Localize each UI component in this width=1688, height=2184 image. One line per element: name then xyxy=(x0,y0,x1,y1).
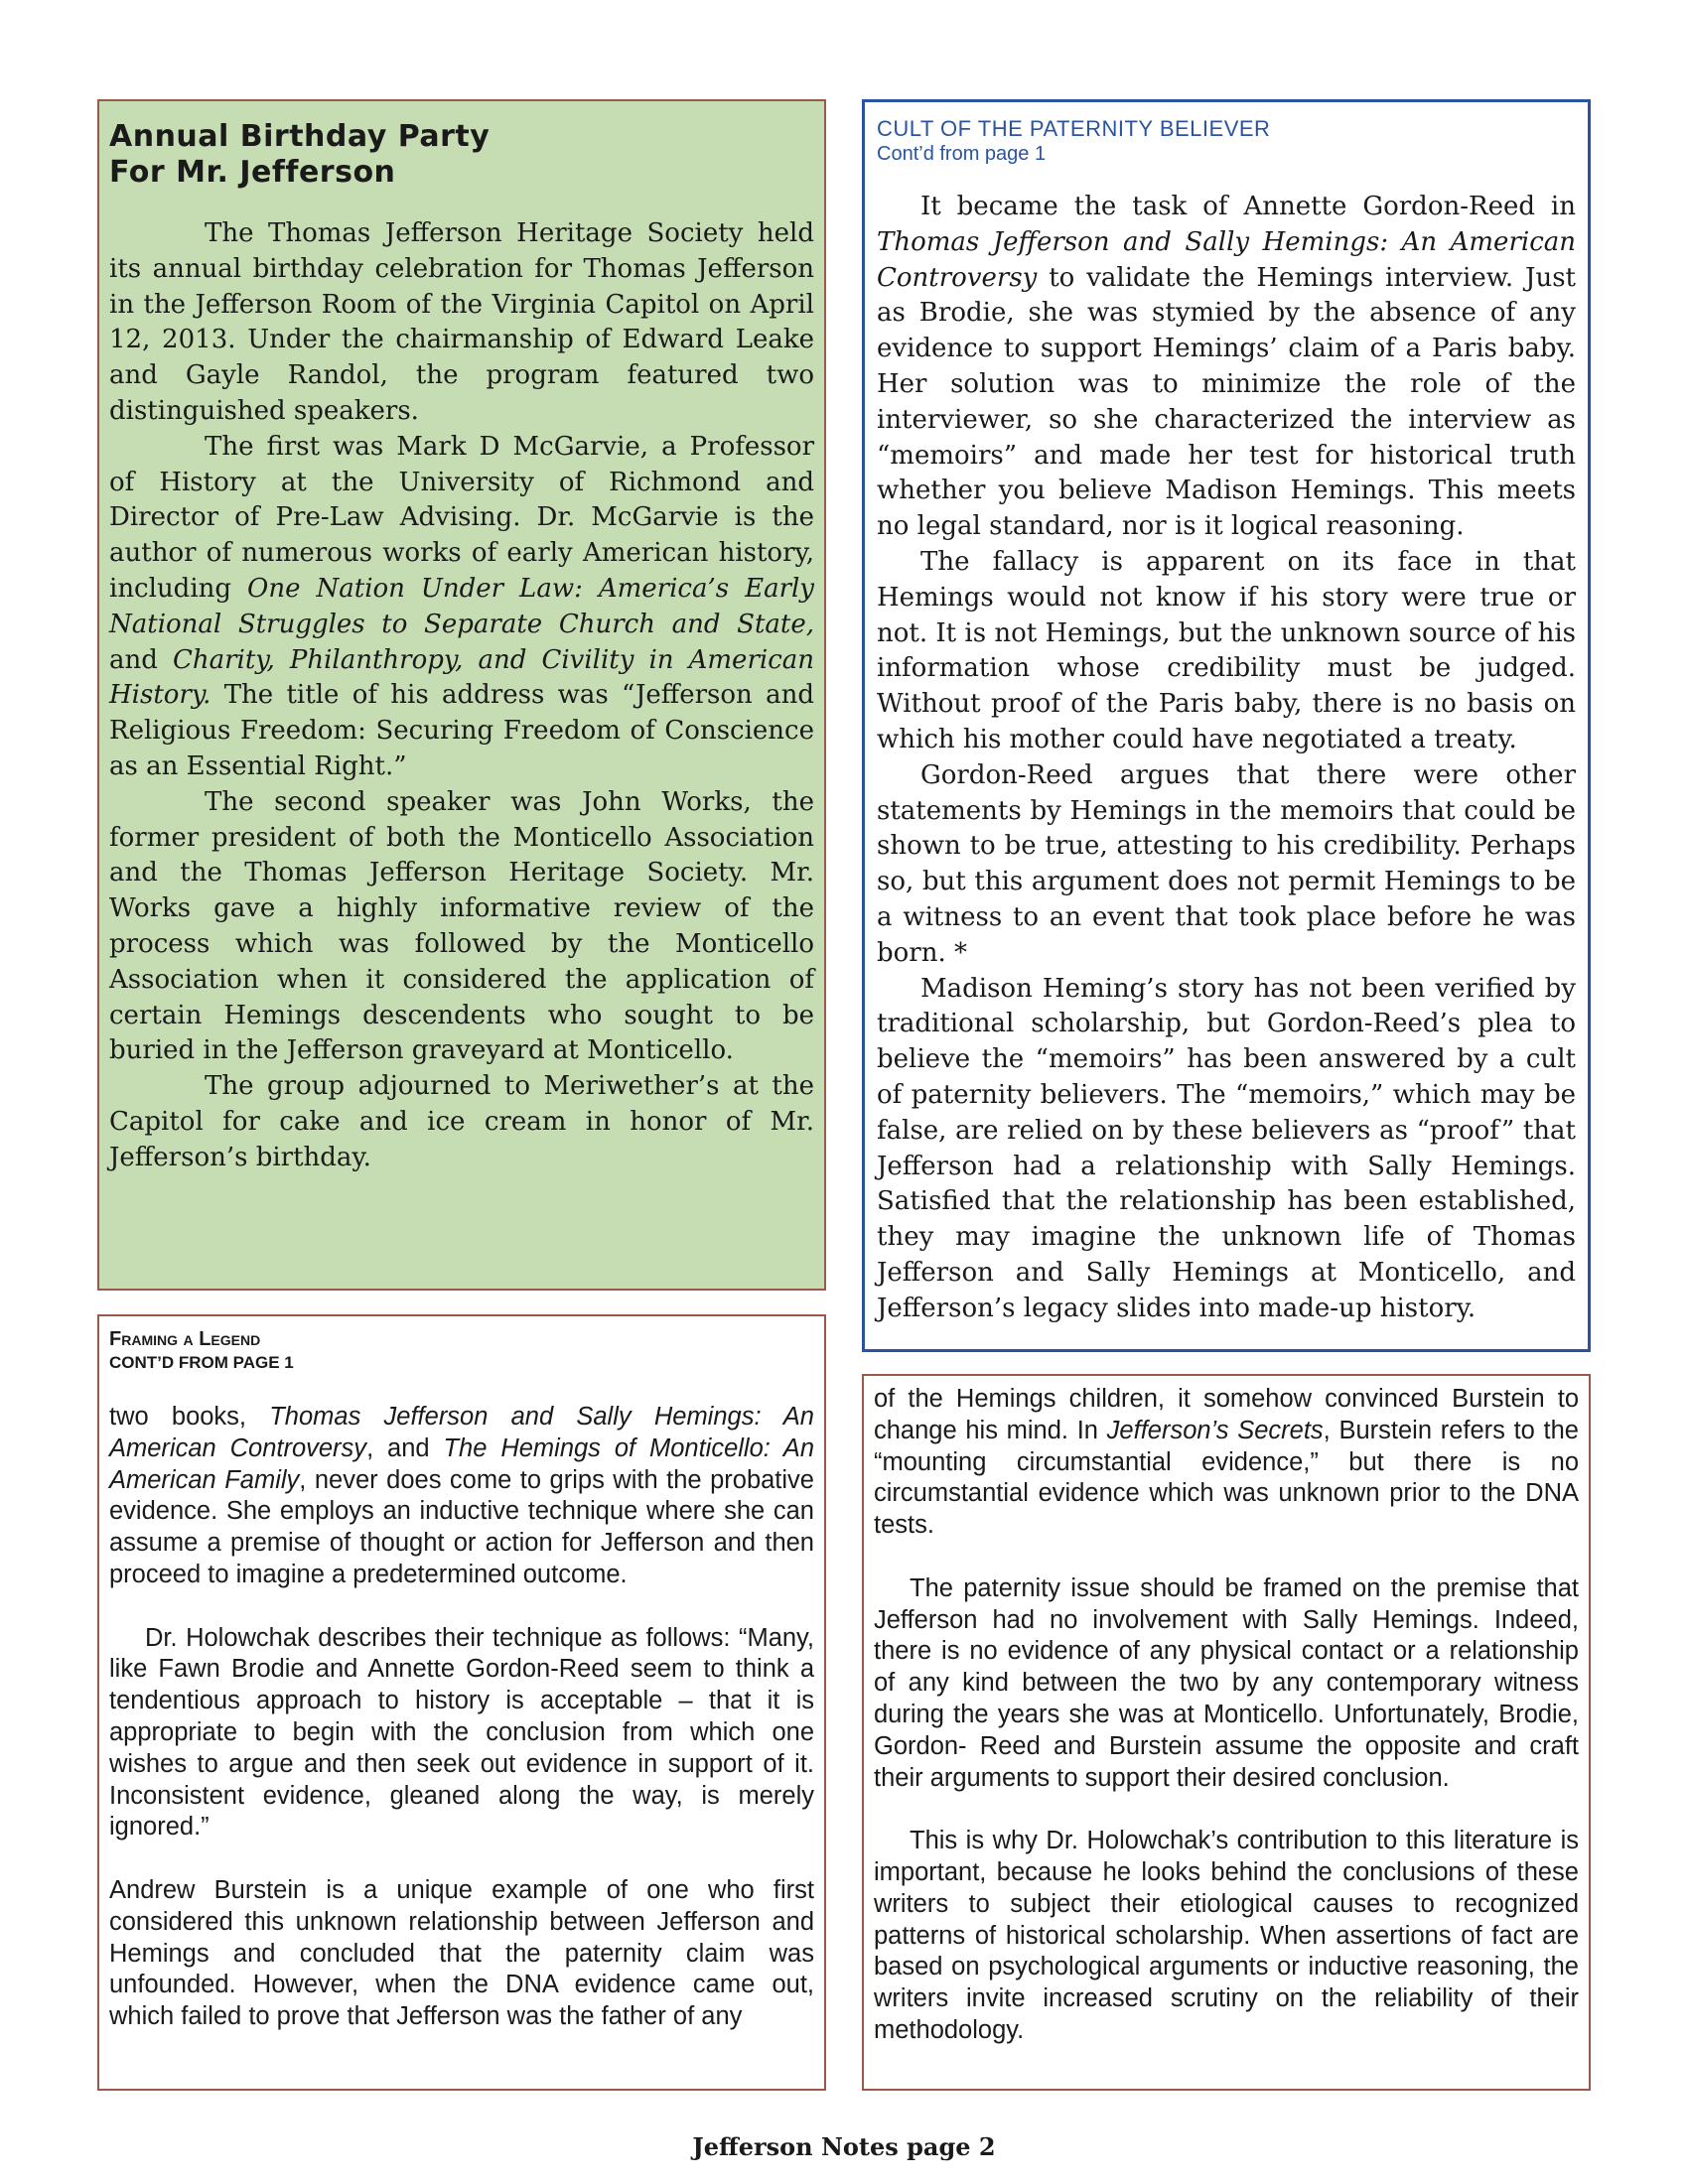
birthday-p2-text-a: The first was Mark D McGarvie, a Professor of History at the University of Richmond and Director of Pre-Law Advising. Dr. McGarvie is the author of numerous works of early American history, including xyxy=(109,431,814,604)
birthday-paragraph-4: The group adjourned to Meriwether’s at the Capitol for cake and ice cream in honor of Mr. Jefferson’s birthday. xyxy=(109,1071,814,1172)
birthday-p2-text-b: and xyxy=(109,644,173,675)
birthday-article xyxy=(97,99,826,1291)
continued-paragraph-3: This is why Dr. Holowchak’s contribution to this literature is important, because he looks behind the conclusions of these writers to subject their etiological causes to recognized patterns of historical scholarship. When assertions of fact are based on psychological arguments or inductive reasoning, the writers invite increased scrutiny on the reliability of their methodology. xyxy=(874,1827,1579,2044)
birthday-paragraph-3: The second speaker was John Works, the former president of both the Monticello Association and the Thomas Jefferson Heritage Society. Mr. Works gave a highly informative review of the process which was followed by the Monticello Association when it considered the application of certain Hemings descendents who sought to be buried in the Jefferson graveyard at Monticello. xyxy=(109,786,814,1066)
framing-subtitle: CONT’D FROM PAGE 1 xyxy=(109,1353,294,1372)
framing-p1-text-b: , and xyxy=(366,1433,444,1462)
cult-p1-text-b: to validate the Hemings interview. Just as Brodie, she was stymied by the absence of any evidence to support Hemings’ claim of a Paris baby. Her solution was to minimize the role of the interviewer, so she characterized the interview as “memoirs” and made her test for historical truth whether you believe Madison Hemings. This meets no legal standard, nor is it logical reasoning. xyxy=(877,262,1576,542)
framing-paragraph-3: Andrew Burstein is a unique example of one who first considered this unknown relationship between Jefferson and Hemings and concluded that the paternity claim was unfounded. However, when the DNA evidence came out, which failed to prove that Jefferson was the father of any xyxy=(109,1875,814,2031)
cult-paragraph-4: Madison Heming’s story has not been verified by traditional scholarship, but Gordon-Reed’s plea to believe the “memoirs” has been answered by a cult of paternity believers. The “memoirs,” which may be false, are relied on by these believers as “proof” that Jefferson had a relationship with Sally Hemings. Satisfied that the relationship has been established, they may imagine the unknown life of Thomas Jefferson and Sally Hemings at Monticello, and Jefferson’s legacy slides into made-up history. xyxy=(877,973,1576,1323)
book-title-charity: Charity, Philanthropy, and Civility in American History. xyxy=(109,644,814,711)
cult-title: CULT OF THE PATERNITY BELIEVER xyxy=(877,116,1271,141)
cult-header xyxy=(877,116,1576,166)
cult-article xyxy=(862,99,1591,1352)
framing-continued xyxy=(862,1374,1591,2091)
book-title-controversy: Thomas Jefferson and Sally Hemings: An American Controversy xyxy=(877,226,1576,293)
birthday-p2-text-c: The title of his address was “Jefferson and Religious Freedom: Securing Freedom of Conscience as an Essential Right.” xyxy=(109,680,814,781)
cult-paragraph-1 xyxy=(877,190,1576,545)
page-footer: Jefferson Notes page 2 xyxy=(692,2132,996,2161)
framing-paragraph-2: Dr. Holowchak describes their technique as follows: “Many, like Fawn Brodie and Annette Gordon-Reed seem to think a tendentious approach to history is acceptable – that it is appropriate to begin with the conclusion from which one wishes to argue and then seek out evidence in support of it. Inconsistent evidence, gleaned along the way, is merely ignored.” xyxy=(109,1623,814,1842)
birthday-body xyxy=(109,216,814,1176)
framing-title: Framing a Legend xyxy=(109,1328,261,1350)
book-title-jeffersons-secrets: Jefferson’s Secrets xyxy=(1106,1416,1324,1444)
continued-p1-text-b: , Burstein refers to the “mounting circumstantial evidence,” but there is no circumstantial evidence which was unknown prior to the DNA tests. xyxy=(874,1416,1579,1540)
continued-paragraph-2: The paternity issue should be framed on the premise that Jefferson had no involvement with Sally Hemings. Indeed, there is no evidence of any physical contact or a relationship of any kind between the two by any contemporary witness during the years she was at Monticello. Unfortunately, Brodie, Gordon- Reed and Burstein assume the opposite and craft their arguments to support their desired conclusion. xyxy=(874,1573,1579,1792)
book-title-hemings-monticello: The Hemings of Monticello: An American Family xyxy=(109,1433,814,1494)
framing-paragraph-1 xyxy=(109,1402,814,1591)
framing-body xyxy=(109,1402,814,2033)
framing-p1-text-a: two books, xyxy=(109,1403,270,1431)
birthday-title-line2: For Mr. Jefferson xyxy=(109,155,396,190)
birthday-title-line1: Annual Birthday Party xyxy=(109,119,491,154)
cult-paragraph-2: The fallacy is apparent on its face in that Hemings would not know if his story were true or not. It is not Hemings, but the unknown source of his information whose credibility must be judged. Without proof of the Paris baby, there is no basis on which his mother could have negotiated a treaty. xyxy=(877,546,1576,754)
birthday-paragraph-2 xyxy=(109,430,814,785)
framing-p1-text-c: , never does come to grips with the probative evidence. She employs an inductive technique where she can assume a premise of thought or action for Jefferson and then proceed to imagine a predetermined outcome. xyxy=(109,1465,814,1588)
cult-p1-text-a: It became the task of Annette Gordon-Reed in xyxy=(920,192,1576,221)
birthday-title xyxy=(109,119,814,191)
continued-paragraph-1 xyxy=(874,1384,1579,1542)
continued-body xyxy=(874,1384,1579,2047)
framing-article xyxy=(97,1314,826,2091)
cult-subtitle: Cont’d from page 1 xyxy=(877,143,1047,165)
book-title-tj-sh: Thomas Jefferson and Sally Hemings: An American Controversy xyxy=(109,1403,814,1462)
cult-paragraph-3: Gordon-Reed argues that there were other statements by Hemings in the memoirs that could be shown to be true, attesting to his credibility. Perhaps so, but this argument does not permit Hemings to be a witness to an event that took place before he was born. * xyxy=(877,759,1576,968)
cult-body xyxy=(877,190,1576,1327)
book-title-one-nation: One Nation Under Law: America’s Early National Struggles to Separate Church and State, xyxy=(109,573,814,639)
framing-header xyxy=(109,1326,814,1374)
continued-p1-text-a: of the Hemings children, it somehow convinced Burstein to change his mind. In xyxy=(874,1385,1579,1444)
birthday-paragraph-1: The Thomas Jefferson Heritage Society held its annual birthday celebration for Thomas Jefferson in the Jefferson Room of the Virginia Capitol on April 12, 2013. Under the chairmanship of Edward Leake and Gayle Randol, the program featured two distinguished speakers. xyxy=(109,218,814,426)
